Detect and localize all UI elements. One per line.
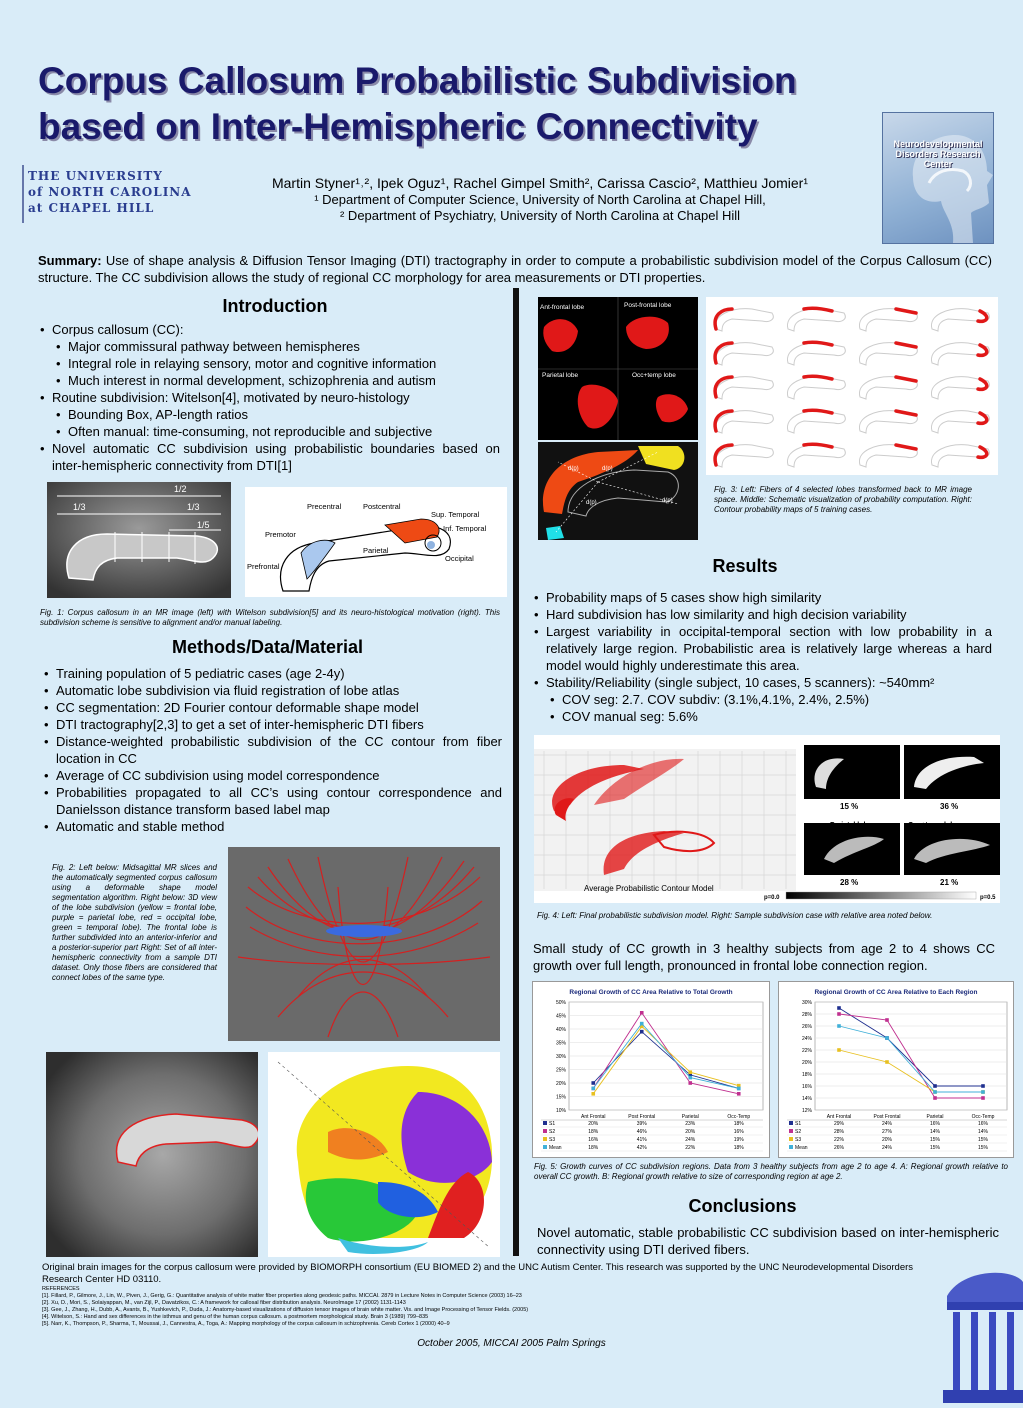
reference-2: [2]. Xu, D., Mori, S., Solaiyappan, M., van Zijl, P., Davatzikos, C.: A framework for callosal fiber distribution analysis. NeuroImage 17 (2002) 1131-1143 — [42, 1300, 406, 1306]
probability-map-cell — [931, 445, 989, 467]
chart-b-ytick: 18% — [801, 1072, 812, 1078]
fig4-avg-label: Average Probabilistic Contour Model — [584, 884, 714, 893]
fig4-panel-name-1: Ant-frontal lobe — [822, 746, 875, 753]
list-item: • COV seg: 2.7. COV subdiv: (3.1%,4.1%, 2.4%, 2.5%) — [532, 691, 992, 708]
chart-b-legend-S2: S2 — [795, 1129, 802, 1135]
fig4-svg — [534, 735, 1000, 903]
chart-b-table-cell: 28% — [833, 1129, 845, 1135]
chart-a-table-cell: 46% — [636, 1129, 647, 1135]
chart-b-point-S2 — [981, 1096, 985, 1100]
conclusions-text: Novel automatic, stable probabilistic CC subdivision based on inter-hemispheric connectivity using DTI derived fibers. — [537, 1225, 999, 1257]
probability-map-cell — [859, 309, 917, 331]
probability-map-cell — [715, 411, 773, 433]
chart-b-plot-area — [815, 1002, 1007, 1110]
chart-b-ytick: 26% — [801, 1024, 812, 1030]
chart-a-table-cell: 39% — [636, 1121, 647, 1127]
fig1-schematic-svg — [245, 487, 507, 597]
list-item: • Largest variability in occipital-temporal section with low probability in a relatively large region. Probabilistic area is relatively large whereas a hard model would highly underestimate this area. — [532, 623, 992, 674]
chart-b-table-cell: 29% — [833, 1121, 845, 1127]
chart-b-table-cell: 24% — [881, 1145, 893, 1151]
fig4-panel-name-3: Parietal lobe — [830, 822, 872, 829]
fig2-mr-svg — [46, 1052, 258, 1257]
probability-map-cell — [787, 308, 845, 331]
chart-b-table-cell: 15% — [929, 1145, 941, 1151]
chart-a-ytick: 25% — [555, 1067, 566, 1074]
list-item: • Routine subdivision: Witelson[4], motivated by neuro-histology — [38, 389, 500, 406]
fig3-lobe-fibers — [538, 297, 698, 440]
probability-map-cell — [787, 444, 845, 467]
list-item: • Probabilities propagated to all CC’s using contour correspondence and Danielsson distance transform based label map — [42, 784, 502, 818]
list-item: • Automatic and stable method — [42, 818, 502, 835]
fig3-distance-label-4: d(p) — [662, 498, 673, 504]
fig3-schematic-svg — [538, 442, 698, 540]
methods-heading: Methods/Data/Material — [171, 637, 364, 657]
chart-a-ytick: 10% — [555, 1108, 566, 1114]
fig3-lobe-parietal: Parietal lobe — [542, 372, 579, 379]
fig1-label-third-a: 1/3 — [73, 502, 86, 512]
list-item: • Probability maps of 5 cases show high similarity — [532, 589, 992, 606]
chart-b-legend-swatch — [789, 1121, 793, 1125]
university-logo — [28, 168, 198, 216]
probability-map-cell — [715, 309, 773, 331]
fig5-chart-b — [778, 981, 1014, 1158]
fig5-caption: Fig. 5: Growth curves of CC subdivision regions. Data from 3 healthy subjects from age 2 to age 4. A: Regional growth relative to overall CC growth. B: Regional growth relative to size of corresponding region at age 2. — [534, 1162, 1008, 1181]
fig1-label-half: 1/2 — [174, 484, 187, 494]
fig2-lobe-svg — [268, 1052, 500, 1257]
reference-4: [4]. Witelson, S.: Hand and sex differences in the isthmus and genu of the human corpus callosum. a postmortem morphological study. Brain 3 (1989) 799–835 — [42, 1314, 429, 1320]
summary-label: Summary: — [38, 253, 102, 268]
conclusions-heading: Conclusions — [688, 1196, 797, 1216]
region-precentral: Precentral — [307, 502, 342, 511]
chart-a-table-cell: 24% — [685, 1137, 696, 1143]
chart-b-table-cell: 14% — [977, 1129, 989, 1135]
chart-b-table-cell: 16% — [977, 1121, 989, 1127]
chart-a-table-cell: 22% — [685, 1145, 696, 1151]
list-item: • COV manual seg: 5.6% — [532, 708, 992, 725]
chart-b-ytick: 12% — [801, 1108, 812, 1114]
chart-a-point-Mean — [688, 1076, 692, 1080]
chart-a-legend-S2: S2 — [549, 1129, 556, 1135]
author-names: Martin Styner¹˒², Ipek Oguz¹, Rachel Gimpel Smith², Carissa Cascio², Matthieu Jomier¹ — [271, 175, 809, 191]
chart-a-table-cell: 20% — [588, 1121, 599, 1127]
chart-a-ytick: 45% — [555, 1013, 566, 1020]
affiliation-1: ¹ Department of Computer Science, University of North Carolina at Chapel Hill, — [314, 192, 766, 207]
probability-map-cell — [931, 377, 989, 399]
fig3-probability-schematic — [538, 442, 698, 540]
chart-a-table-cell: 18% — [733, 1145, 744, 1151]
chart-b-table-cell: 14% — [929, 1129, 941, 1135]
chart-b-point-S2 — [885, 1018, 889, 1022]
fig4-pct-2: 36 % — [940, 802, 959, 811]
chart-b-ytick: 24% — [801, 1036, 812, 1042]
chart-a-table-cell: 20% — [685, 1129, 696, 1135]
university-line-1: THE UNIVERSITY — [28, 169, 163, 183]
chart-a-table-cell: 16% — [733, 1129, 744, 1135]
chart-a-point-S1 — [591, 1081, 595, 1085]
chart-a-legend-Mean: Mean — [549, 1145, 562, 1151]
chart-b-point-S2 — [837, 1012, 841, 1016]
chart-a-table-cell: 18% — [588, 1129, 599, 1135]
chart-a-ytick: 15% — [555, 1094, 566, 1101]
university-rule — [22, 165, 24, 223]
probability-map-cell — [931, 309, 989, 331]
reference-5: [5]. Narr, K., Thompson, P., Sharma, T., Moussai, J., Cannestra, A., Toga, A.: Mapping morphology of the corpus callosum in schizophrenia. Cereb Cortex 1 (2000) 40–9 — [42, 1321, 450, 1327]
probability-map-cell — [931, 411, 989, 433]
fig1-label-third-b: 1/3 — [187, 502, 200, 512]
authors-block — [200, 174, 880, 224]
fig4-panel-name-2: Post-frontal lobe — [906, 746, 962, 753]
fig1-mr-svg — [47, 482, 231, 598]
summary-text: Use of shape analysis & Diffusion Tensor Imaging (DTI) tractography in order to compute a probabilistic subdivision model of the Corpus Callosum (CC) structure. The CC subdivision allows the study of regional CC morphology for area measurements or DTI properties. — [38, 253, 992, 285]
chart-a-category-label: Occ-Temp — [727, 1114, 751, 1120]
fig3-probability-maps — [706, 297, 998, 475]
chart-a-category-label: Post Frontal — [628, 1114, 656, 1120]
fig1-label-fifth: 1/5 — [197, 520, 210, 530]
chart-b-point-S1 — [933, 1084, 937, 1088]
chart-b-point-S1 — [837, 1006, 841, 1010]
chart-a-point-Mean — [737, 1087, 741, 1091]
fig2-mr-slice — [46, 1052, 258, 1257]
logo-text: Neurodevelopmental Disorders Research Center — [893, 139, 983, 169]
list-item: • DTI tractography[2,3] to get a set of inter-hemispheric DTI fibers — [42, 716, 502, 733]
chart-b-legend-Mean: Mean — [795, 1145, 808, 1151]
fig4-caption: Fig. 4: Left: Final probabilistic subdivision model. Right: Sample subdivision case with relative area noted below. — [537, 911, 933, 920]
chart-a-table-cell: 19% — [733, 1137, 744, 1143]
chart-b-legend-swatch — [789, 1137, 793, 1141]
fig3-lobe-occ-temp: Occ+temp lobe — [632, 372, 676, 379]
region-sup-temporal: Sup. Temporal — [431, 510, 480, 519]
chart-b-series-line-S1 — [839, 1008, 983, 1086]
region-prefrontal: Prefrontal — [247, 562, 280, 571]
results-heading: Results — [712, 556, 778, 576]
list-item: • Integral role in relaying sensory, motor and cognitive information — [38, 355, 500, 372]
fig3-caption: Fig. 3: Left: Fibers of 4 selected lobes transformed back to MR image space. Middle: Schematic visualization of probability computation. Right: Contour probability maps of 5 training cases. — [714, 485, 972, 514]
chart-b-title: Regional Growth of CC Area Relative to Each Region — [814, 989, 978, 996]
chart-a-title: Regional Growth of CC Area Relative to Total Growth — [569, 989, 733, 996]
chart-b-table-cell: 27% — [881, 1129, 893, 1135]
old-well-logo — [943, 1262, 1023, 1403]
fig4-panel-name-4: Occ+temp lobe — [908, 822, 959, 829]
probability-map-cell — [931, 343, 989, 365]
chart-a-point-Mean — [640, 1022, 644, 1026]
chart-a-ytick: 50% — [555, 1000, 566, 1006]
chart-a-legend-swatch — [543, 1145, 547, 1149]
fig3-lobe-ant-frontal: Ant-frontal lobe — [540, 304, 585, 311]
list-item: • Hard subdivision has low similarity and high decision variability — [532, 606, 992, 623]
fig4-pct-1: 15 % — [840, 802, 859, 811]
probability-map-cell — [859, 377, 917, 399]
chart-b-table-cell: 20% — [881, 1137, 893, 1143]
probability-map-cell — [715, 445, 773, 467]
fig3-maps-svg — [706, 297, 998, 475]
affiliation-2: ² Department of Psychiatry, University of North Carolina at Chapel Hill — [339, 208, 741, 223]
probability-map-cell — [859, 411, 917, 433]
chart-a-table-cell: 23% — [685, 1121, 696, 1127]
chart-a-category-label: Parietal — [681, 1114, 699, 1120]
fig2-lobe-3d — [268, 1052, 500, 1257]
chart-b-point-Mean — [933, 1090, 937, 1094]
chart-b-category-label: Parietal — [926, 1114, 944, 1120]
probability-map-cell — [715, 377, 773, 399]
chart-b-ytick: 28% — [801, 1012, 812, 1018]
chart-b-point-S3 — [837, 1048, 841, 1052]
list-item: • CC segmentation: 2D Fourier contour deformable shape model — [42, 699, 502, 716]
chart-b-point-S3 — [885, 1060, 889, 1064]
chart-b-table-cell: 15% — [977, 1145, 989, 1151]
chart-a-point-S2 — [688, 1081, 692, 1085]
probability-map-cell — [787, 342, 845, 365]
chart-a-point-S2 — [640, 1011, 644, 1015]
chart-a-point-S3 — [591, 1092, 595, 1096]
chart-b-point-Mean — [885, 1036, 889, 1040]
list-item: • Stability/Reliability (single subject, 10 cases, 5 scanners): ~540mm² — [532, 674, 992, 691]
list-item: • Novel automatic CC subdivision using probabilistic boundaries based on inter-hemispheric connectivity from DTI[1] — [38, 440, 500, 474]
probability-map-cell — [859, 343, 917, 365]
probability-map-cell — [787, 410, 845, 433]
summary — [38, 252, 992, 286]
chart-b-ytick: 16% — [801, 1084, 812, 1090]
chart-a-table-cell: 18% — [588, 1145, 599, 1151]
chart-a-category-label: Ant Frontal — [581, 1114, 606, 1120]
fig4-scale-max: p=0.5 — [980, 895, 996, 901]
region-occipital: Occipital — [445, 554, 474, 563]
list-item: • Major commissural pathway between hemispheres — [38, 338, 500, 355]
chart-a-ytick: 35% — [555, 1040, 566, 1047]
list-item: • Distance-weighted probabilistic subdivision of the CC contour from fiber location in CC — [42, 733, 502, 767]
fig5-chart-a — [532, 981, 770, 1158]
fig3-lobe-post-frontal: Post-frontal lobe — [624, 302, 672, 309]
list-item: • Automatic lobe subdivision via fluid registration of lobe atlas — [42, 682, 502, 699]
chart-b-series-line-S2 — [839, 1014, 983, 1098]
growth-text: Small study of CC growth in 3 healthy subjects from age 2 to 4 shows CC growth over full length, pronounced in frontal lobe connection region. — [533, 941, 995, 973]
fig4-pct-3: 28 % — [840, 878, 859, 887]
chart-b-legend-S3: S3 — [795, 1137, 802, 1143]
ndrc-logo — [882, 112, 994, 244]
chart-b-ytick: 20% — [801, 1060, 812, 1066]
chart-b-table-cell: 24% — [881, 1121, 893, 1127]
chart-b-point-S2 — [933, 1096, 937, 1100]
chart-a-point-S3 — [688, 1070, 692, 1074]
fig2-caption: Fig. 2: Left below: Midsagittal MR slices and the automatically segmented corpus callosum using a deformable shape model segmentation algorithm. Right below: 3D view of the lobe subdivision (yellow = frontal lobe, purple = parietal lobe, red = occipital lobe, green = temporal lobe). The frontal lobe is further subdivided into an anterior-inferior and a posterior-superior part Right: Set of all inter-hemispheric connectivity from a sample DTI dataset. Only those fibers are considered that connect lobes of the same type. — [52, 863, 217, 982]
chart-a-svg — [533, 982, 769, 1157]
chart-a-ytick: 20% — [555, 1081, 566, 1087]
fig4-scale-min: p=0.0 — [764, 895, 780, 901]
poster-title — [38, 58, 878, 150]
chart-b-svg — [779, 982, 1013, 1157]
references-block — [42, 1262, 942, 1328]
title-line-1: Corpus Callosum Probabilistic Subdivision — [38, 60, 797, 101]
probability-map-cell — [715, 343, 773, 365]
university-line-3: at CHAPEL HILL — [28, 201, 155, 215]
column-divider — [513, 288, 519, 1256]
old-well-icon — [943, 1262, 1023, 1403]
chart-a-point-S1 — [640, 1030, 644, 1034]
fig4-panel — [534, 735, 1000, 903]
region-postcentral: Postcentral — [363, 502, 401, 511]
chart-b-table-cell: 22% — [833, 1137, 845, 1143]
region-premotor: Premotor — [265, 530, 296, 539]
chart-b-legend-S1: S1 — [795, 1121, 802, 1127]
chart-a-legend-S3: S3 — [549, 1137, 556, 1143]
fig4-pct-4: 21 % — [940, 878, 959, 887]
probability-map-cell — [787, 376, 845, 399]
chart-b-table-cell: 15% — [977, 1137, 989, 1143]
chart-a-table-cell: 16% — [588, 1137, 599, 1143]
chart-b-ytick: 14% — [801, 1096, 812, 1102]
list-item: • Often manual: time-consuming, not reproducible and subjective — [38, 423, 500, 440]
chart-a-table-cell: 41% — [636, 1137, 647, 1143]
chart-b-category-label: Ant Frontal — [826, 1114, 852, 1120]
chart-a-point-S2 — [737, 1092, 741, 1096]
chart-b-table-cell: 26% — [833, 1145, 845, 1151]
footer: October 2005, MICCAI 2005 Palm Springs — [417, 1338, 606, 1349]
fig1-schematic — [245, 487, 507, 597]
chart-b-legend-swatch — [789, 1145, 793, 1149]
fig3-distance-label-3: d(p) — [586, 500, 597, 506]
fig2-dti-fibers — [228, 847, 500, 1041]
university-line-2: of NORTH CAROLINA — [28, 185, 192, 199]
region-inf-temporal: Inf. Temporal — [443, 524, 487, 533]
fig3-distance-label-2: d(p) — [602, 466, 613, 472]
chart-b-point-S1 — [981, 1084, 985, 1088]
chart-a-legend-swatch — [543, 1129, 547, 1133]
chart-b-legend-swatch — [789, 1129, 793, 1133]
list-item: • Bounding Box, AP-length ratios — [38, 406, 500, 423]
fig2-fibers-svg — [228, 847, 500, 1041]
fig3-fibers-svg — [538, 297, 698, 440]
chart-b-table-cell: 16% — [929, 1121, 941, 1127]
chart-b-point-Mean — [981, 1090, 985, 1094]
chart-b-category-label: Post Frontal — [873, 1114, 901, 1120]
chart-b-ytick: 22% — [801, 1048, 812, 1054]
reference-3: [3]. Gee, J., Zhang, H., Dubb, A., Avants, B., Yushkevich, P., Duda, J.: Anatomy-based visualizations of diffusion tensor images of brain white matter. Vis. and Image Processing of Tensor Fields. (2005) — [42, 1307, 529, 1313]
chart-a-table-cell: 18% — [733, 1121, 744, 1127]
chart-a-legend-S1: S1 — [549, 1121, 556, 1127]
title-line-2: based on Inter-Hemispheric Connectivity — [38, 106, 758, 147]
chart-b-table-cell: 15% — [929, 1137, 941, 1143]
head-silhouette-icon — [883, 113, 993, 243]
chart-b-point-Mean — [837, 1024, 841, 1028]
chart-a-ytick: 30% — [555, 1054, 566, 1060]
references-label: REFERENCES — [42, 1286, 80, 1292]
chart-a-ytick: 40% — [555, 1027, 566, 1033]
methods-list — [42, 665, 502, 835]
list-item: • Much interest in normal development, schizophrenia and autism — [38, 372, 500, 389]
list-item: • Corpus callosum (CC): — [38, 321, 500, 338]
region-parietal: Parietal — [363, 546, 389, 555]
fig1-mr-image — [47, 482, 231, 598]
chart-a-legend-swatch — [543, 1137, 547, 1141]
introduction-heading: Introduction — [222, 296, 328, 316]
list-item: • Training population of 5 pediatric cases (age 2-4y) — [42, 665, 502, 682]
fig1-caption: Fig. 1: Corpus callosum in an MR image (left) with Witelson subdivision[5] and its neuro-histological motivation (right). This subdivision scheme is sensitive to alignment and/or manual labeling. — [40, 608, 500, 627]
chart-b-ytick: 30% — [801, 1000, 812, 1006]
chart-a-point-Mean — [591, 1087, 595, 1091]
chart-a-legend-swatch — [543, 1121, 547, 1125]
reference-1: [1]. Fillard, P., Gilmore, J., Lin, W., Piven, J., Gerig, G.: Quantitative analysis of white matter fiber properties along geodesic paths. MICCAI. 2879 in Lecture Notes in Computer Science (2003) 16–23 — [42, 1293, 522, 1299]
probability-map-cell — [859, 445, 917, 467]
introduction-list — [38, 321, 500, 474]
results-list — [532, 589, 992, 725]
chart-b-category-label: Occ-Temp — [971, 1114, 995, 1120]
chart-a-table-cell: 42% — [636, 1145, 647, 1151]
list-item: • Average of CC subdivision using model correspondence — [42, 767, 502, 784]
acknowledgment: Original brain images for the corpus callosum were provided by BIOMORPH consortium (EU BIOMED 2) and the UNC Autism Center. This research was supported by the UNC Neurodevelopmental Disorders Research Center HD 03110. — [42, 1262, 914, 1285]
fig3-distance-label-1: d(p) — [568, 466, 579, 472]
